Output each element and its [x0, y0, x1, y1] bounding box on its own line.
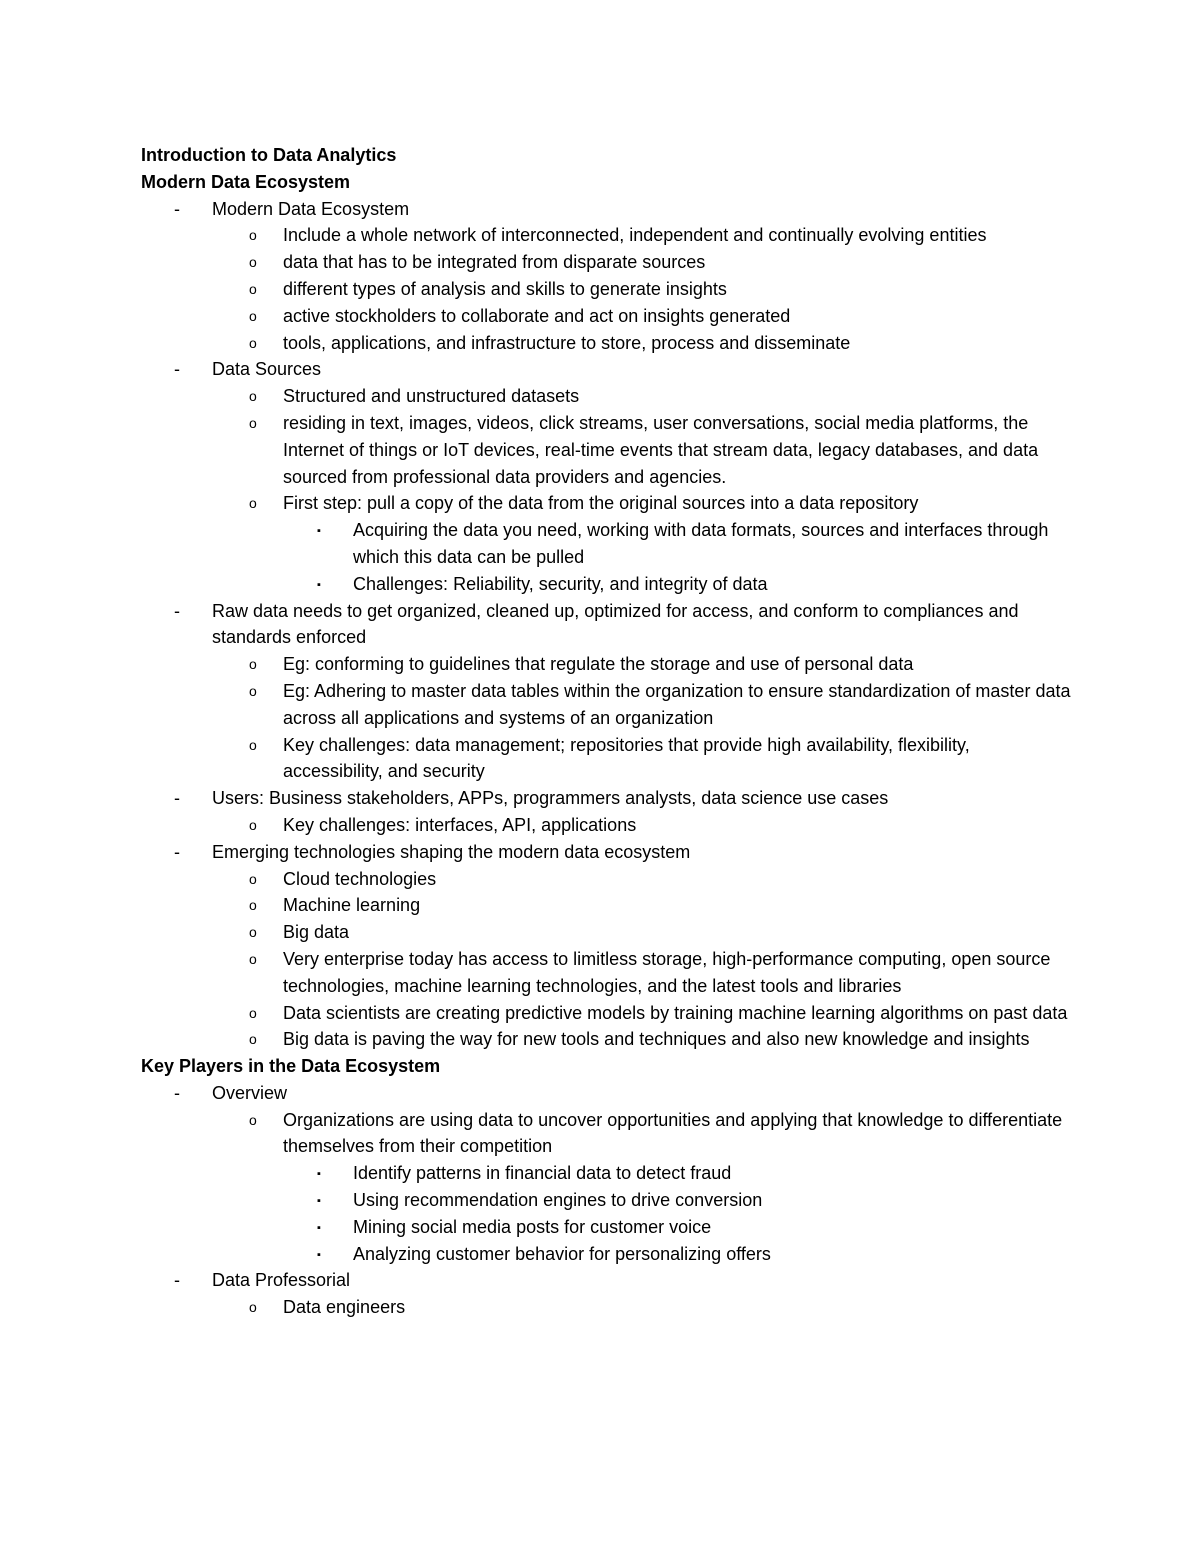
list-item: [141, 1187, 1071, 1214]
dash-bullet: -: [174, 1270, 180, 1291]
circle-bullet: o: [249, 870, 257, 887]
dash-bullet: -: [174, 788, 180, 809]
document-body: [141, 142, 1071, 1321]
square-bullet: ▪: [317, 578, 321, 591]
circle-bullet: o: [249, 656, 257, 673]
square-bullet: ▪: [317, 1168, 321, 1181]
circle-bullet: o: [249, 1299, 257, 1316]
square-bullet: ▪: [317, 1195, 321, 1208]
circle-bullet: o: [249, 280, 257, 297]
list-item: [141, 571, 1071, 598]
dash-bullet: -: [174, 198, 180, 219]
list-item-text: different types of analysis and skills to generate insights: [283, 278, 727, 299]
list-item-text: Include a whole network of interconnected, independent and continually evolving entities: [283, 225, 987, 246]
circle-bullet: o: [249, 816, 257, 833]
list-item-text: Data Professorial: [212, 1270, 351, 1291]
circle-bullet: o: [249, 254, 257, 271]
list-item: [141, 678, 1071, 732]
list-item-emerging-technologies: [141, 839, 1071, 866]
circle-bullet: o: [249, 307, 257, 324]
list-item-text: Challenges: Reliability, security, and integrity of data: [353, 573, 768, 594]
square-bullet: ▪: [317, 1221, 321, 1234]
list-item: [141, 866, 1071, 893]
list-item-text: Emerging technologies shaping the modern data ecosystem: [212, 841, 691, 862]
list-item: [141, 249, 1071, 276]
list-item-users: [141, 785, 1071, 812]
list-item-text: Eg: conforming to guidelines that regulate the storage and use of personal data: [283, 654, 914, 675]
list-item-data-sources: [141, 356, 1071, 383]
list-item-text: Data scientists are creating predictive models by training machine learning algorithms on past data: [283, 1002, 1068, 1023]
list-item-text: Analyzing customer behavior for personalizing offers: [353, 1243, 771, 1264]
list-item-data-professorial: [141, 1267, 1071, 1294]
square-bullet: ▪: [317, 525, 321, 538]
list-item: [141, 892, 1071, 919]
list-item-text: Identify patterns in financial data to detect fraud: [353, 1163, 732, 1184]
list-item: [141, 1000, 1071, 1027]
list-item-text: Users: Business stakeholders, APPs, programmers analysts, data science use cases: [212, 788, 889, 809]
circle-bullet: o: [249, 495, 257, 512]
list-item-text: Key challenges: data management; repositories that provide high availability, flexibility, accessibility, and security: [283, 734, 970, 782]
list-item: [141, 1241, 1071, 1268]
list-item-text: Cloud technologies: [283, 868, 437, 889]
list-item: [141, 276, 1071, 303]
list-item-text: Structured and unstructured datasets: [283, 386, 580, 407]
list-item: [141, 1026, 1071, 1053]
section-heading-modern-data-ecosystem: Modern Data Ecosystem: [141, 171, 351, 192]
list-item: [141, 732, 1071, 786]
list-item: [141, 330, 1071, 357]
list-item-text: Overview: [212, 1082, 288, 1103]
dash-bullet: -: [174, 1082, 180, 1103]
circle-bullet: o: [249, 682, 257, 699]
list-item-overview: [141, 1080, 1071, 1107]
document-title: Introduction to Data Analytics: [141, 145, 397, 165]
list-item-text: tools, applications, and infrastructure to store, process and disseminate: [283, 332, 851, 353]
circle-bullet: o: [249, 924, 257, 941]
circle-bullet: o: [249, 1031, 257, 1048]
list-item: [141, 1107, 1071, 1161]
square-bullet: ▪: [317, 1248, 321, 1261]
list-item: [141, 919, 1071, 946]
circle-bullet: o: [249, 334, 257, 351]
list-item-text: active stockholders to collaborate and act on insights generated: [283, 305, 791, 326]
list-item-text: Acquiring the data you need, working with data formats, sources and interfaces through which this data can be pulled: [353, 520, 1049, 567]
circle-bullet: o: [249, 414, 257, 431]
list-item: [141, 1214, 1071, 1241]
dash-bullet: -: [174, 841, 180, 862]
list-item: [141, 222, 1071, 249]
list-item: [141, 1160, 1071, 1187]
dash-bullet: -: [174, 600, 180, 621]
list-item-text: Raw data needs to get organized, cleaned up, optimized for access, and conform to compliances and standards enforced: [212, 600, 1019, 648]
list-item: [141, 812, 1071, 839]
list-item-modern-data-ecosystem: [141, 196, 1071, 223]
list-item: [141, 946, 1071, 1000]
list-item-text: Big data: [283, 922, 350, 943]
list-item-text: data that has to be integrated from disparate sources: [283, 252, 706, 273]
circle-bullet: o: [249, 897, 257, 914]
list-item-text: First step: pull a copy of the data from the original sources into a data repository: [283, 493, 919, 514]
list-item: [141, 410, 1071, 490]
circle-bullet: o: [249, 227, 257, 244]
list-item-text: Organizations are using data to uncover opportunities and applying that knowledge to differentiate themselves from their competition: [283, 1109, 1063, 1157]
list-item: [141, 383, 1071, 410]
circle-bullet: o: [249, 950, 257, 967]
list-item-text: Data engineers: [283, 1297, 406, 1318]
section2-list: [141, 1080, 1071, 1321]
dash-bullet: -: [174, 359, 180, 380]
list-item: [141, 651, 1071, 678]
list-item-text: Key challenges: interfaces, API, applications: [283, 814, 637, 835]
list-item-text: Eg: Adhering to master data tables within the organization to ensure standardization of master data across all applications and systems of an organization: [283, 680, 1071, 728]
circle-bullet: o: [249, 736, 257, 753]
list-item-text: Very enterprise today has access to limitless storage, high-performance computing, open source technologies, machine learning technologies, and the latest tools and libraries: [283, 948, 1051, 996]
list-item: [141, 303, 1071, 330]
list-item-text: Data Sources: [212, 359, 322, 380]
list-item-text: Machine learning: [283, 895, 421, 916]
section1-list: [141, 196, 1071, 1054]
list-item-text: Modern Data Ecosystem: [212, 198, 410, 219]
list-item-text: Big data is paving the way for new tools and techniques and also new knowledge and insights: [283, 1029, 1030, 1050]
list-item: [141, 517, 1071, 571]
circle-bullet: o: [249, 1004, 257, 1021]
list-item-text: residing in text, images, videos, click streams, user conversations, social media platforms, the Internet of things or IoT devices, real-time events that stream data, legacy databases, and data sourced from professional data providers and agencies.: [283, 412, 1039, 487]
circle-bullet: o: [249, 1111, 257, 1128]
circle-bullet: o: [249, 388, 257, 405]
list-item: [141, 490, 1071, 517]
list-item-text: Mining social media posts for customer voice: [353, 1216, 712, 1237]
list-item-text: Using recommendation engines to drive conversion: [353, 1190, 763, 1211]
section-heading-key-players: Key Players in the Data Ecosystem: [141, 1056, 441, 1077]
list-item-raw-data: [141, 598, 1071, 652]
list-item: [141, 1294, 1071, 1321]
